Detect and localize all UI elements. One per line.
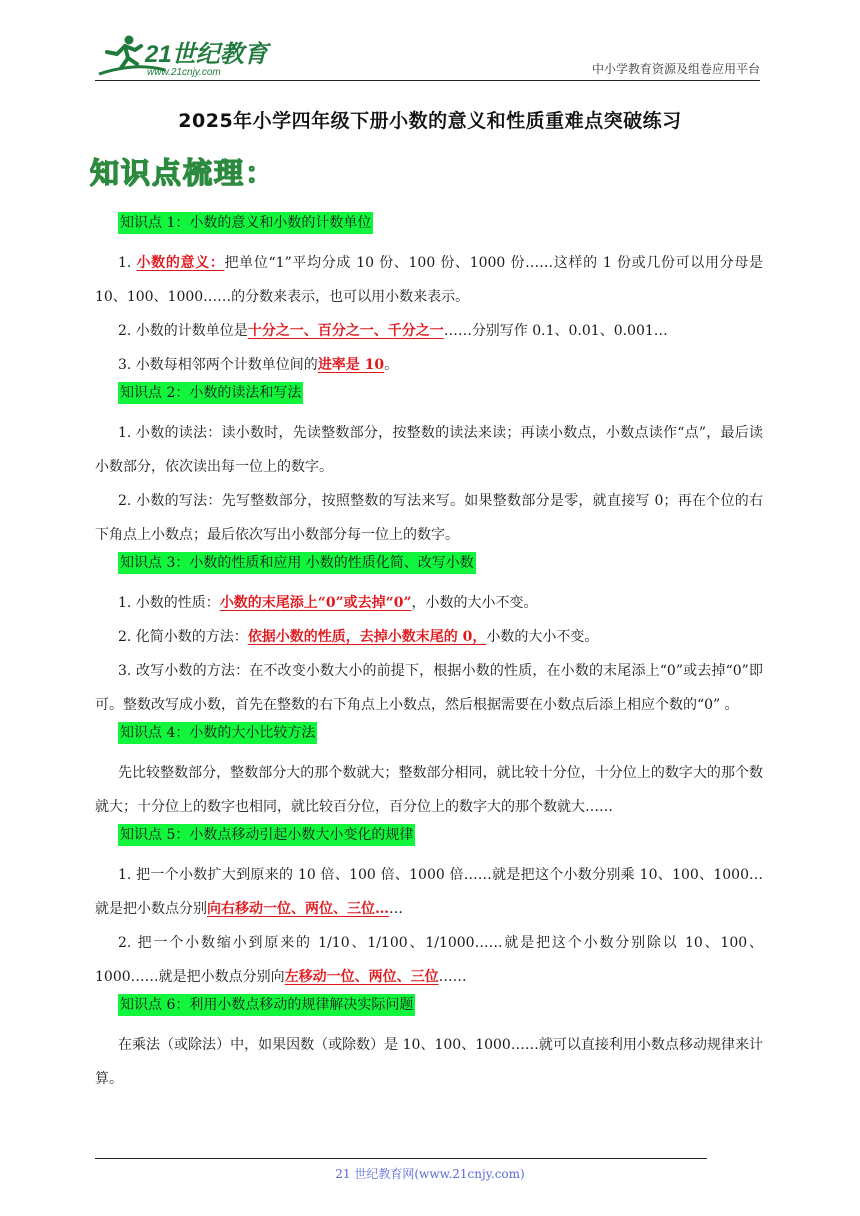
kp-heading-5-row (118, 824, 763, 858)
paragraph-12: 在乘法（或除法）中，如果因数（或除数）是 10、100、1000……就可以直接利用小数点移动规律来计算。 (95, 1037, 763, 1087)
kp-heading-4: 知识点 4：小数的大小比较方法 (118, 722, 317, 744)
kp-heading-1-row (118, 212, 763, 246)
paragraph-1: 1. 小数的意义：把单位“1”平均分成 10 份、100 份、1000 份……这样的 1 份或几份可以用分母是 10、100、1000……的分数来表示，也可以用小数来表示。 (95, 255, 763, 305)
kp-heading-1: 知识点 1：小数的意义和小数的计数单位 (118, 212, 373, 234)
paragraph-5: 2. 小数的写法：先写整数部分，按照整数的写法来写。如果整数部分是零，就直接写 0；再在个位的右下角点上小数点；最后依次写出小数部分每一位上的数字。 (95, 493, 763, 543)
section-heading (88, 150, 288, 194)
emphasis-text: 小数的末尾添上“0”或去掉“0” (219, 595, 412, 611)
paragraph-4: 1. 小数的读法：读小数时，先读整数部分，按整数的读法来读；再读小数点，小数点读作“点”，最后读小数部分，依次读出每一位上的数字。 (95, 425, 763, 475)
emphasis-text: 十分之一、百分之一、千分之一 (247, 323, 444, 339)
paragraph-9: 先比较整数部分，整数部分大的那个数就大；整数部分相同，就比较十分位，十分位上的数字大的那个数就大；十分位上的数字也相同，就比较百分位，百分位上的数字大的那个数就大…… (95, 765, 763, 815)
page-header (95, 30, 760, 80)
section-heading-text: 知识点梳理： (90, 156, 277, 190)
page-title: 2025年小学四年级下册小数的意义和性质重难点突破练习 (178, 110, 682, 132)
kp-heading-2: 知识点 2：小数的读法和写法 (118, 382, 303, 404)
emphasis-text: 左移动一位、两位、三位 (284, 969, 439, 985)
paragraph-11: 2. 把一个小数缩小到原来的 1/10、1/100、1/1000……就是把这个小数分别除以 10、100、1000……就是把小数点分别向左移动一位、两位、三位…… (95, 935, 763, 985)
kp-heading-4-row (118, 722, 763, 756)
kp-heading-6: 知识点 6：利用小数点移动的规律解决实际问题 (118, 994, 415, 1016)
emphasis-text: 依据小数的性质，去掉小数末尾的 0， (247, 629, 487, 645)
logo-text: 21世纪教育 (145, 41, 268, 68)
kp-heading-6-row (118, 994, 763, 1028)
paragraph-7: 2. 化简小数的方法：依据小数的性质，去掉小数末尾的 0，小数的大小不变。 (118, 629, 599, 645)
paragraph-3: 3. 小数每相邻两个计数单位间的进率是 10。 (118, 357, 399, 373)
knowledge-points (95, 212, 763, 1096)
kp-heading-3-row (118, 552, 763, 586)
logo-21cnjy (95, 32, 295, 78)
header-platform-name: 中小学教育资源及组卷应用平台 (591, 62, 760, 76)
paragraph-2: 2. 小数的计数单位是十分之一、百分之一、千分之一……分别写作 0.1、0.01、0.001… (118, 323, 668, 339)
paragraph-8: 3. 改写小数的方法：在不改变小数大小的前提下，根据小数的性质，在小数的末尾添上“0”或去掉“0”即可。整数改写成小数，首先在整数的右下角点上小数点，然后根据需要在小数点后添上相应个数的“0” 。 (95, 663, 763, 713)
header-rule (95, 80, 760, 81)
paragraph-6: 1. 小数的性质：小数的末尾添上“0”或去掉“0”，小数的大小不变。 (118, 595, 538, 611)
emphasis-text: 小数的意义： (136, 255, 225, 271)
logo-url: www.21cnjy.com (147, 67, 221, 78)
paragraph-10: 1. 把一个小数扩大到原来的 10 倍、100 倍、1000 倍……就是把这个小数分别乘 10、100、1000…就是把小数点分别向右移动一位、两位、三位…… (95, 867, 763, 917)
kp-heading-2-row (118, 382, 763, 416)
footer-rule (95, 1158, 707, 1159)
emphasis-text: 向右移动一位、两位、三位… (207, 901, 389, 917)
page-footer: 21 世纪教育网(www.21cnjy.com) (335, 1167, 525, 1181)
kp-heading-3: 知识点 3：小数的性质和应用 小数的性质化简、改写小数 (118, 552, 476, 574)
kp-heading-5: 知识点 5：小数点移动引起小数大小变化的规律 (118, 824, 415, 846)
emphasis-text: 进率是 10 (317, 357, 385, 373)
